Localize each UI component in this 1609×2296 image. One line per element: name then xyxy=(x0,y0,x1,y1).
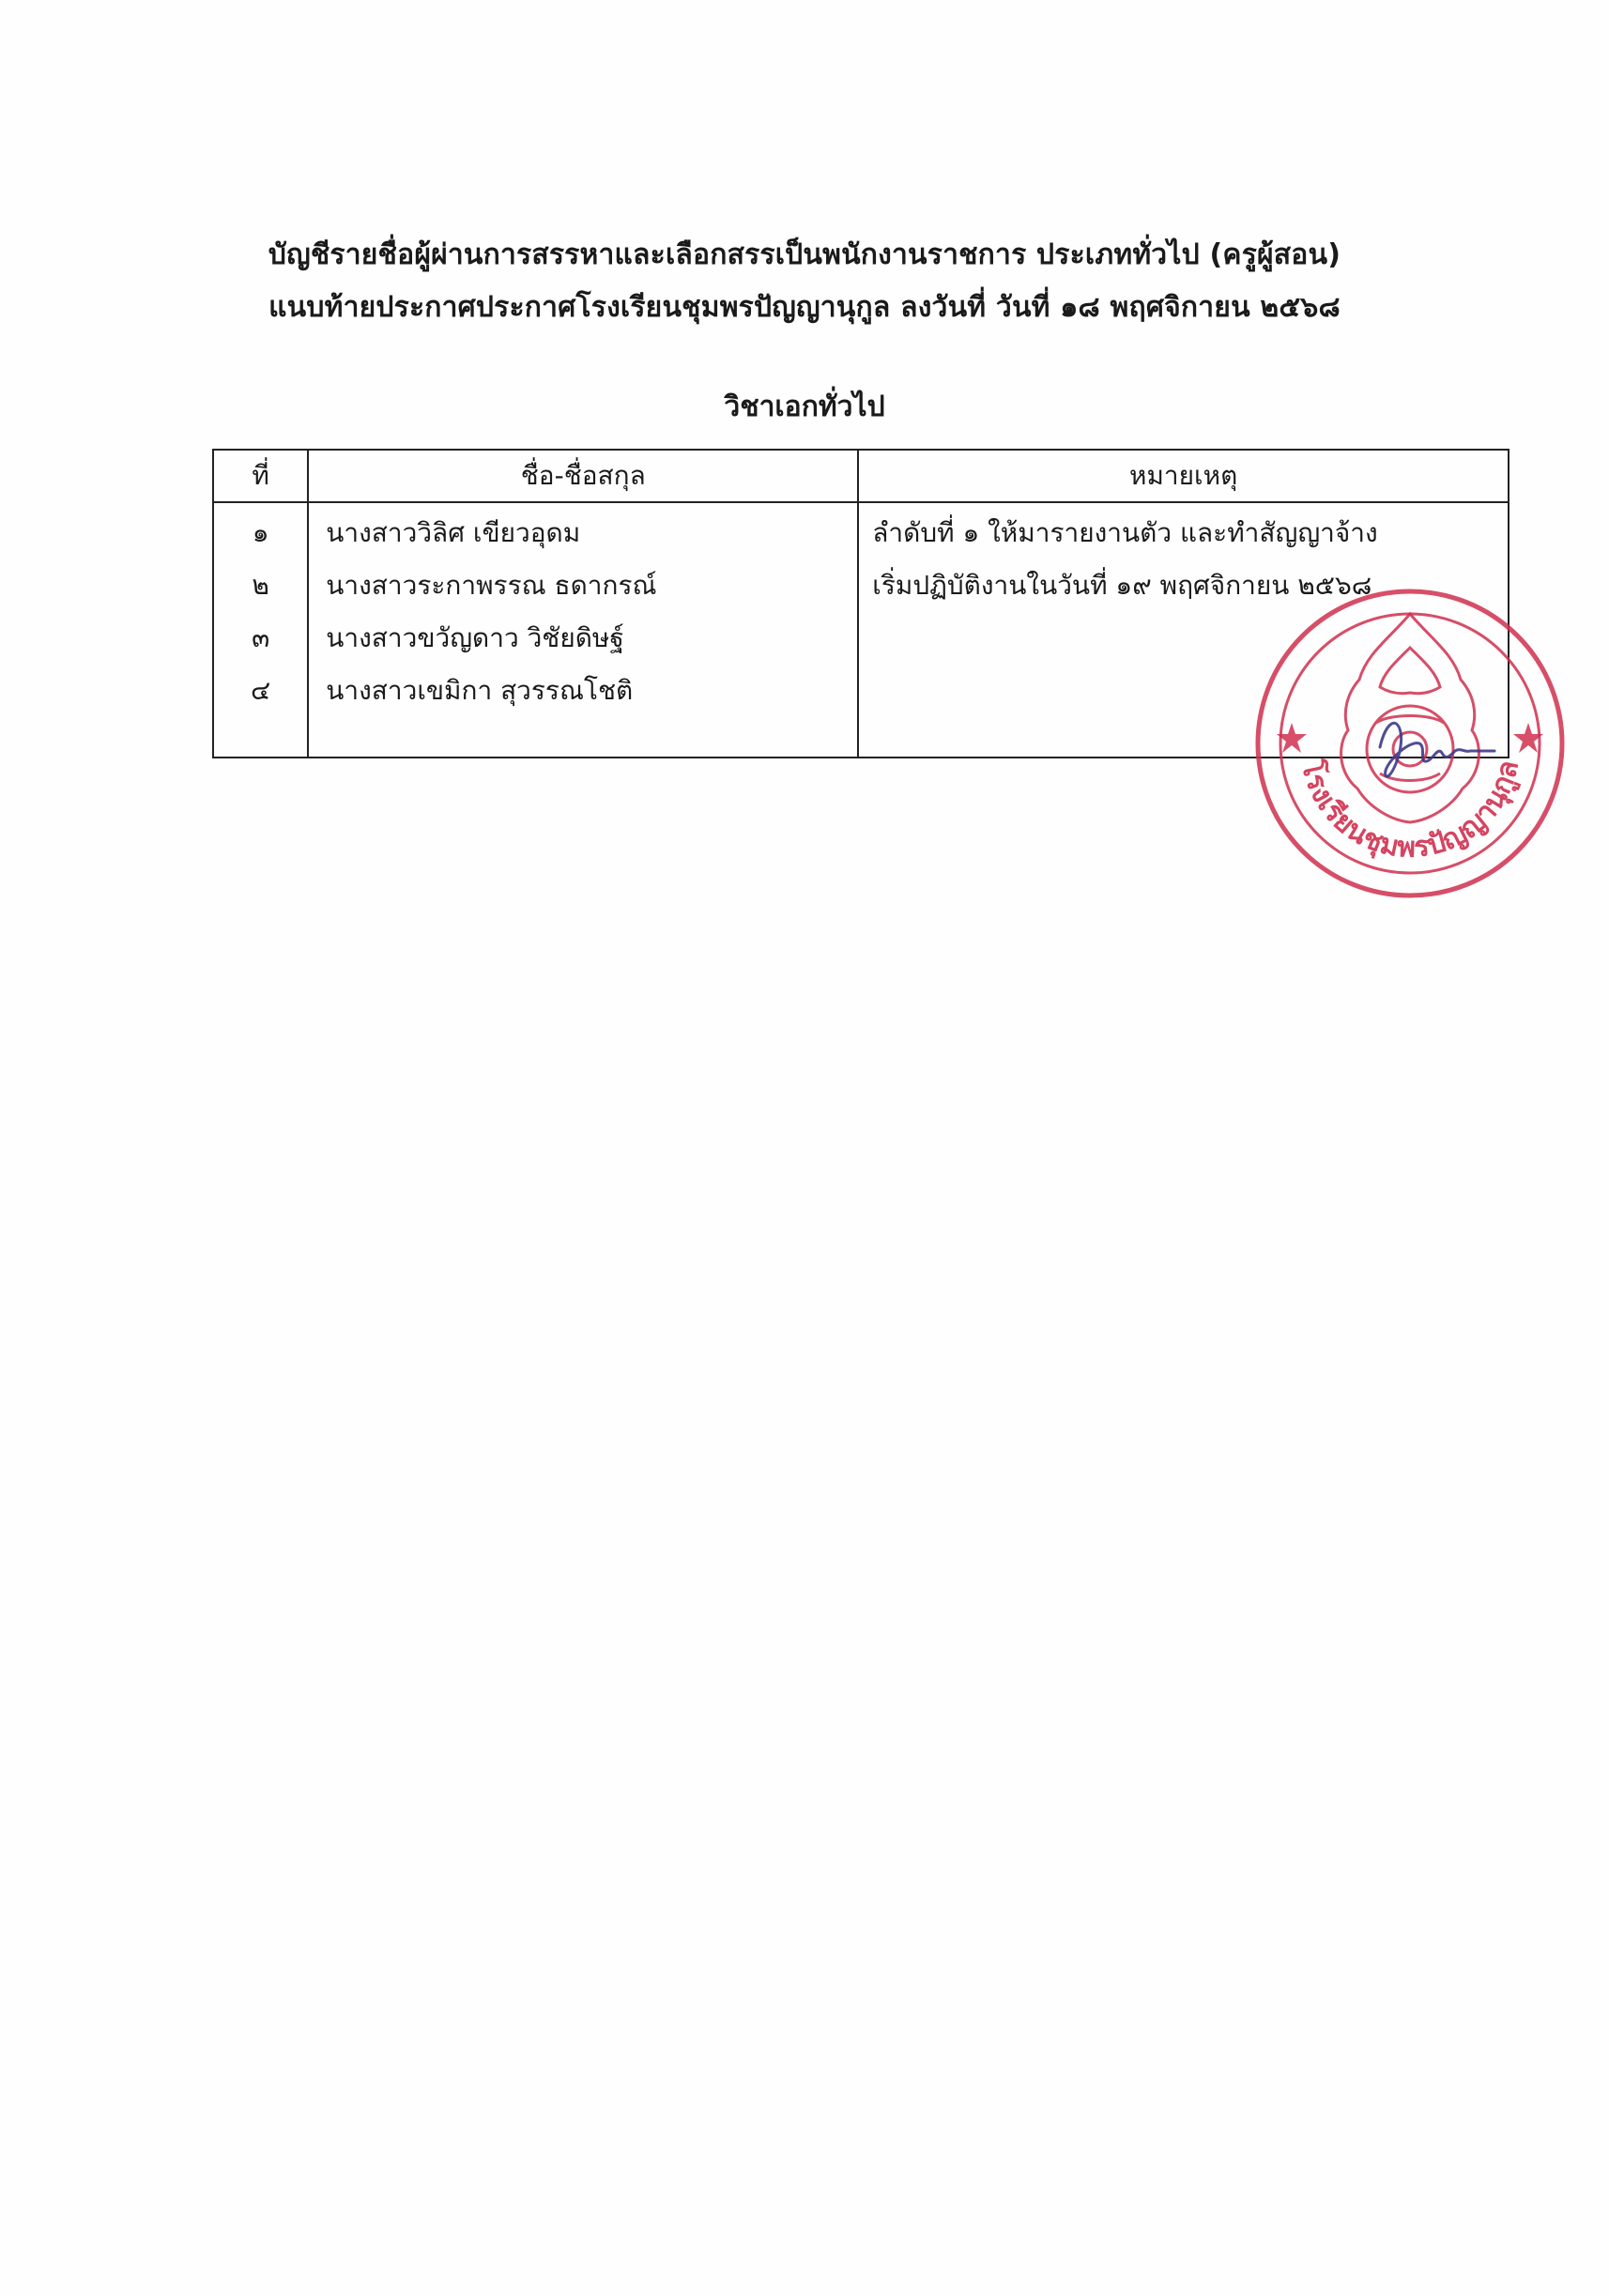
candidate-name: นางสาวระกาพรรณ ธดากรณ์ xyxy=(326,570,657,601)
seal-text: โรงเรียนชุมพรปัญญานุกูล xyxy=(1295,757,1526,865)
candidate-name: นางสาวขวัญดาว วิชัยดิษฐ์ xyxy=(326,622,624,653)
header-name: ชื่อ-ชื่อสกุล xyxy=(308,450,858,502)
row-number: ๓ xyxy=(252,622,270,653)
subject-heading: วิชาเอกทั่วไป xyxy=(724,390,885,423)
row-number: ๑ xyxy=(252,517,269,548)
document-title-line-1: บัญชีรายชื่อผู้ผ่านการสรรหาและเลือกสรรเป็นพนักงานราชการ ประเภททั่วไป (ครูผู้สอน) xyxy=(268,238,1341,271)
row-number: ๔ xyxy=(251,675,271,706)
school-seal-stamp xyxy=(1249,582,1571,905)
header-remark: หมายเหตุ xyxy=(858,450,1509,502)
remark-line: เริ่มปฏิบัติงานในวันที่ ๑๙ พฤศจิกายน ๒๕๖๘ xyxy=(872,570,1372,601)
row-number: ๒ xyxy=(252,570,269,601)
name-column xyxy=(308,502,858,758)
remark-line: ลำดับที่ ๑ ให้มารายงานตัว และทำสัญญาจ้าง xyxy=(872,517,1378,548)
number-column xyxy=(213,502,308,758)
candidate-name: นางสาววิลิศ เขียวอุดม xyxy=(326,517,581,548)
candidate-name: นางสาวเขมิกา สุวรรณโชติ xyxy=(326,675,634,706)
header-number: ที่ xyxy=(213,450,308,502)
table-header-row xyxy=(213,450,1509,502)
document-title-line-2: แนบท้ายประกาศประกาศโรงเรียนชุมพรปัญญานุกูล ลงวันที่ วันที่ ๑๘ พฤศจิกายน ๒๕๖๘ xyxy=(268,291,1341,324)
